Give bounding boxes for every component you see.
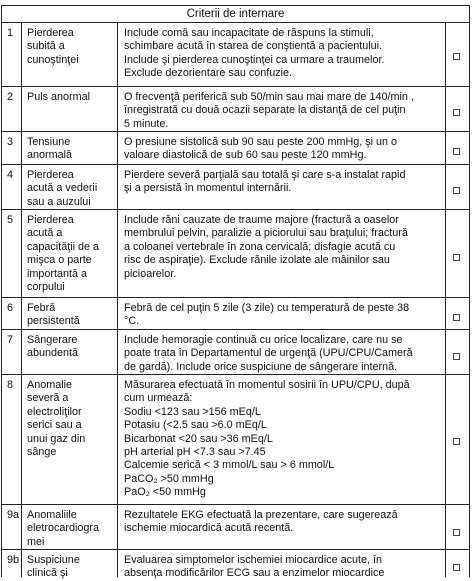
table-row: [1, 131, 470, 164]
table-row: [1, 209, 470, 297]
criterion-name-line: Tensiune: [27, 136, 71, 148]
criterion-name: [21, 87, 117, 131]
criterion-name: [21, 505, 117, 549]
criterion-description-line: cum urmează:: [124, 392, 193, 405]
criterion-description-line: PaCO₂ >50 mmHg: [124, 472, 214, 485]
criterion-description-line: Pierdere severă parţială sau totală şi care s-a instalat rapid: [124, 169, 406, 181]
criterion-description-line: Potasiu (<2.5 sau >6.0 mEq/L: [124, 419, 267, 432]
criterion-description: [117, 132, 445, 164]
criterion-description-line: picioarelor.: [124, 267, 177, 280]
table-row: [1, 297, 470, 329]
criterion-description-line: pH arterial pH <7.3 sau >7.45: [124, 446, 266, 459]
criterion-description-line: poate trata în Departamentul de urgenţă (UPU/CPU/Cameră: [124, 347, 413, 360]
criterion-name-line: severă a: [27, 392, 69, 405]
criterion-description: [117, 23, 445, 86]
criterion-number: 3: [1, 132, 21, 164]
criterion-name-line: Suspiciune: [27, 554, 80, 566]
table-row: [1, 164, 470, 209]
criterion-number: 9b: [1, 550, 21, 577]
criterion-name: [21, 330, 117, 374]
criterion-name-line: mei: [27, 535, 45, 548]
criterion-description: [117, 505, 445, 549]
criterion-name-line: cunoştinţei: [27, 53, 79, 66]
criterion-checkbox[interactable]: [453, 109, 460, 116]
criterion-number: 5: [1, 210, 21, 297]
criterion-description-line: a coloanei vertebrale în zona cervicală; disfagie acută cu: [124, 240, 396, 253]
criterion-number: 2: [1, 87, 21, 131]
criterion-description-line: Bicarbonat <20 sau >36 mEq/L: [124, 432, 273, 445]
criterion-description-line: şi a persistă în momentul internării.: [124, 182, 292, 195]
criterion-name-line: Pierderea: [27, 27, 74, 39]
admission-criteria-table: [1, 5, 470, 580]
criterion-name-line: Pierderea: [27, 169, 74, 181]
criterion-name-line: Pierderea: [27, 214, 74, 226]
criterion-description: [117, 298, 445, 329]
criterion-checkbox-cell: [445, 165, 470, 209]
criterion-checkbox[interactable]: [453, 353, 460, 360]
criterion-name-line: serici sau a: [27, 419, 82, 432]
criterion-checkbox-cell: [445, 298, 470, 329]
criterion-checkbox-cell: [445, 210, 470, 297]
table-row: [1, 22, 470, 86]
criterion-name: [21, 550, 117, 580]
table-title: Criterii de internare: [186, 8, 285, 20]
criterion-checkbox[interactable]: [453, 53, 460, 60]
criterion-name-line: unui gaz din: [27, 432, 86, 445]
criterion-description-line: valoare diastolică de sub 60 sau peste 120 mmHg.: [124, 149, 367, 162]
criterion-number: 9a: [1, 505, 21, 549]
criterion-checkbox-cell: [445, 23, 470, 86]
criterion-name: [21, 375, 117, 504]
criterion-description: [117, 330, 445, 374]
criterion-name-line: anormală: [27, 149, 73, 162]
criterion-name-line: capacităţii de a: [27, 240, 100, 253]
criterion-description-line: O presiune sistolică sub 90 sau peste 200 mmHg, şi un o: [124, 136, 398, 148]
criterion-number: 8: [1, 375, 21, 504]
criterion-name-line: Sângerare: [27, 334, 78, 346]
criterion-description-line: Include răni cauzate de traume majore (fractură a oaselor: [124, 214, 399, 226]
criterion-description-line: risc de aspiraţie). Exclude rănile izolate ale mâinilor sau: [124, 254, 390, 267]
criterion-description-line: Include hemoragie continuă cu orice localizare, care nu se: [124, 334, 403, 346]
criterion-description: [117, 87, 445, 131]
criterion-checkbox-cell: [445, 330, 470, 374]
criterion-description-line: de gardă). Include orice suspiciune de sângerare internă.: [124, 360, 398, 373]
criterion-name-line: Febră: [27, 302, 56, 314]
table-row: [1, 374, 470, 504]
criterion-description-line: Sodiu <123 sau >156 mEq/L: [124, 405, 261, 418]
criterion-name-line: persistentă: [27, 315, 80, 328]
criterion-name-line: corpului: [27, 281, 65, 294]
criterion-name: [21, 132, 117, 164]
criterion-description-line: 5 minute.: [124, 117, 169, 130]
criterion-checkbox-cell: [445, 550, 470, 577]
criterion-description-line: Include comă sau incapacitate de răspuns la stimuli,: [124, 27, 374, 39]
table-row: [1, 329, 470, 374]
criterion-number: 1: [1, 23, 21, 86]
criterion-description-line: O frecvenţă periferică sub 50/min sau mai mare de 140/min ,: [124, 91, 414, 103]
criterion-description-line: schimbare acută în starea de conştientă a pacientului.: [124, 40, 383, 53]
criterion-description-line: Calcemie serică < 3 mmol/L sau > 6 mmol/L: [124, 459, 335, 472]
criterion-number: 4: [1, 165, 21, 209]
criterion-checkbox-cell: [445, 505, 470, 549]
criterion-name: [21, 298, 117, 329]
criterion-checkbox[interactable]: [453, 254, 460, 261]
criterion-description-line: °C.: [124, 315, 140, 328]
criterion-description-line: Include şi pierderea cunoştinţei ca urmare a traumelor.: [124, 53, 385, 66]
criterion-description-line: membrului pelvin, paralizie a piciorului sau braţului; fractură: [124, 227, 408, 240]
criterion-checkbox-cell: [445, 375, 470, 504]
criterion-name-line: sânge: [27, 446, 57, 459]
criterion-checkbox[interactable]: [453, 314, 460, 321]
criterion-name-line: Anomaliile: [27, 509, 77, 521]
criterion-checkbox[interactable]: [453, 148, 460, 155]
criterion-description-line: Evaluarea simptomelor ischemiei miocardice acute, în: [124, 554, 383, 566]
criterion-checkbox[interactable]: [453, 438, 460, 445]
table-row: [1, 549, 470, 580]
criterion-description-line: Exclude dezorientare sau confuzie.: [124, 67, 293, 80]
table-row: [1, 504, 470, 549]
criterion-name-line: Anomalie: [27, 379, 73, 391]
criterion-name-line: subită a: [27, 40, 65, 53]
criterion-description-line: Febră de cel puţin 5 zile (3 zile) cu temperatură de peste 38: [124, 302, 410, 314]
criterion-name: [21, 23, 117, 86]
criterion-name-line: sau a auzului: [27, 195, 91, 208]
criterion-description-line: absenţa modificărilor ECG sau a enzimelor miocardice: [124, 567, 385, 580]
criterion-description: [117, 165, 445, 209]
criterion-checkbox-cell: [445, 132, 470, 164]
criterion-name-line: mişca o parte: [27, 254, 92, 267]
criterion-description: [117, 375, 445, 504]
criterion-checkbox[interactable]: [453, 564, 460, 571]
table-header: [1, 5, 470, 22]
criterion-description-line: PaO₂ <50 mmHg: [124, 486, 206, 499]
criterion-name-line: acută a vederii: [27, 182, 98, 195]
criterion-name: [21, 210, 117, 297]
table-row: [1, 86, 470, 131]
criterion-name: [21, 165, 117, 209]
criterion-description-line: înregistrată cu două ocazii separate la distanţă de cel puţin: [124, 104, 406, 117]
criterion-name-line: clinică şi: [27, 567, 68, 580]
criterion-description-line: Măsurarea efectuată în momentul sosirii în UPU/CPU, după: [124, 379, 410, 391]
criterion-name-line: abundentă: [27, 347, 79, 360]
criterion-checkbox-cell: [445, 87, 470, 131]
criterion-description: [117, 210, 445, 297]
criterion-description-line: Rezultatele EKG efectuată la prezentare, care sugerează: [124, 509, 398, 521]
criterion-number: 7: [1, 330, 21, 374]
criterion-name-line: acută a: [27, 227, 63, 240]
criterion-checkbox[interactable]: [453, 529, 460, 536]
criterion-description: [117, 550, 445, 580]
criterion-name-line: importantă a: [27, 267, 88, 280]
criterion-checkbox[interactable]: [453, 187, 460, 194]
criterion-name-line: Puls anormal: [27, 91, 91, 103]
criterion-number: 6: [1, 298, 21, 329]
criterion-name-line: eletrocardiogra: [27, 522, 100, 535]
criterion-description-line: ischemie miocardică acută recentă.: [124, 522, 294, 535]
criterion-name-line: electroliţilor: [27, 405, 82, 418]
